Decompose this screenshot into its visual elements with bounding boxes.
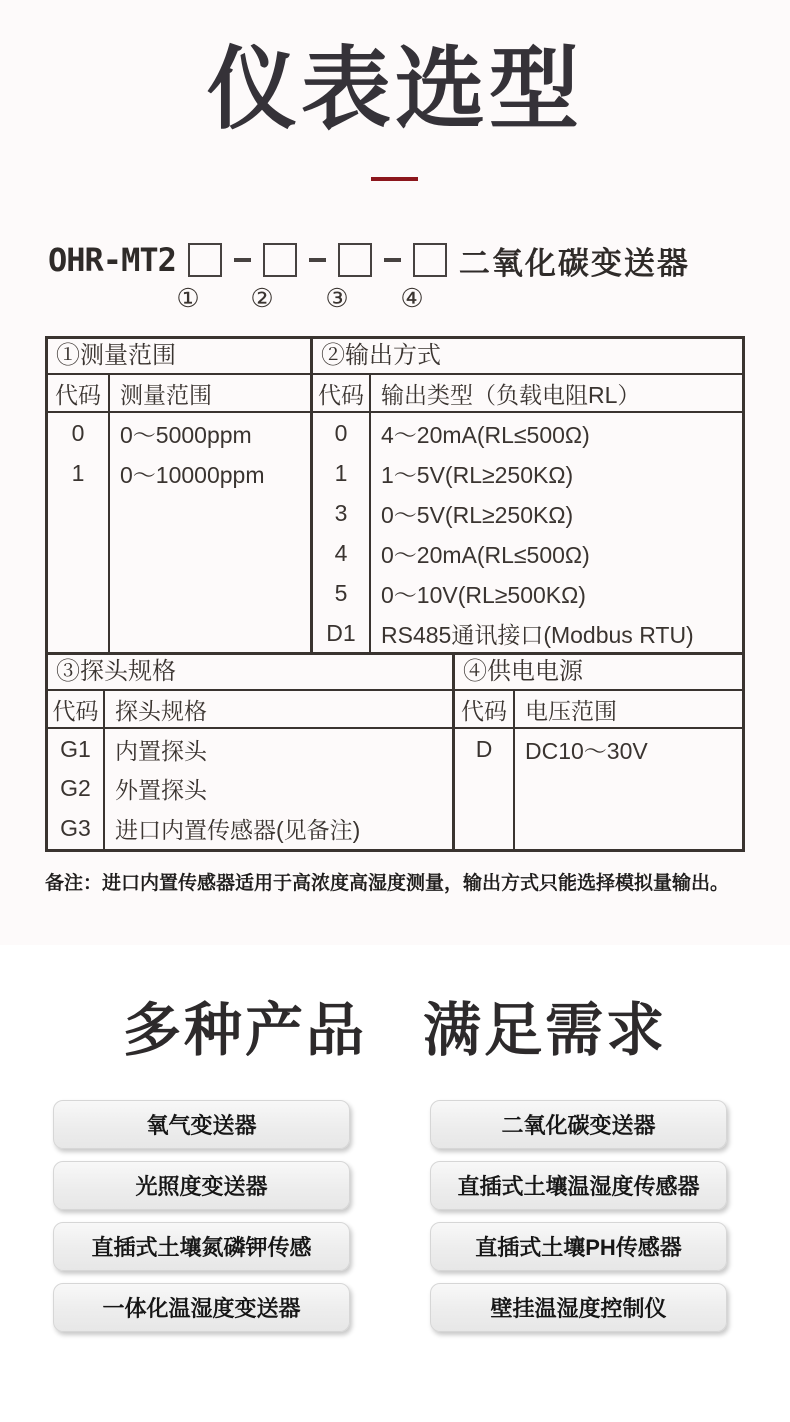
table-cell-value: DC10～30V: [525, 737, 648, 764]
table-band-bottom: [48, 655, 742, 849]
table-cell-code: 5: [313, 573, 371, 613]
table-cell-value: RS485通讯接口(Modbus RTU): [381, 621, 694, 648]
products-section: [0, 945, 790, 1422]
model-dash-separator: [309, 258, 326, 262]
section-probe-spec: [48, 655, 455, 849]
table-cell-filler: [48, 493, 110, 652]
column-header-probe: 探头规格: [105, 691, 452, 729]
product-button-wall-mounted-temp-humidity-controller[interactable]: 壁挂温湿度控制仪: [430, 1283, 727, 1332]
table-cell-value: 进口内置传感器(见备注): [115, 816, 361, 843]
column-header-code: 代码: [48, 691, 105, 729]
table-cell-value: 0～10V(RL≥500KΩ): [381, 581, 586, 608]
table-cell-code: 1: [313, 453, 371, 493]
model-slot-box-4: [413, 243, 447, 277]
selection-table: [45, 336, 745, 852]
table-cell-value: 1～5V(RL≥250KΩ): [381, 461, 574, 488]
position-marker-4: ④: [400, 283, 424, 313]
table-cell-code: G1: [48, 729, 105, 769]
position-marker-1: ①: [176, 283, 200, 313]
product-button-co2-transmitter[interactable]: 二氧化碳变送器: [430, 1100, 727, 1149]
section-output-mode: [313, 339, 742, 652]
product-button-illuminance-transmitter[interactable]: 光照度变送器: [53, 1161, 350, 1210]
section-title-power-supply: ④供电电源: [455, 655, 742, 691]
section-measure-range: [48, 339, 313, 652]
table-cell-value: 0～10000ppm: [120, 461, 265, 488]
table-cell-value: 0～20mA(RL≤500Ω): [381, 541, 590, 568]
column-header-code: 代码: [455, 691, 515, 729]
model-slot-box-1: [188, 243, 222, 277]
product-button-soil-ph-sensor[interactable]: 直插式土壤PH传感器: [430, 1222, 727, 1271]
section-title-probe-spec: ③探头规格: [48, 655, 452, 691]
model-code-prefix: OHR-MT2: [48, 241, 176, 279]
remark-note: 备注：进口内置传感器适用于高浓度高湿度测量，输出方式只能选择模拟量输出。: [45, 873, 730, 894]
table-cell-value: 内置探头: [115, 737, 207, 764]
table-cell-code: D: [455, 729, 515, 769]
product-button-soil-npk-sensor[interactable]: 直插式土壤氮磷钾传感: [53, 1222, 350, 1271]
section-title-output-mode: ②输出方式: [313, 339, 742, 375]
products-heading-left: 多种产品: [122, 998, 367, 1063]
product-button-oxygen-transmitter[interactable]: 氧气变送器: [53, 1100, 350, 1149]
model-code-row: [48, 241, 690, 279]
model-dash-separator: [234, 258, 251, 262]
product-button-grid: [53, 1100, 727, 1332]
table-cell-filler: [110, 493, 310, 652]
accent-divider: [371, 177, 418, 181]
table-cell-value: 0～5V(RL≥250KΩ): [381, 501, 574, 528]
table-cell-code: 3: [313, 493, 371, 533]
table-cell-filler: [455, 769, 515, 849]
table-cell-value: 0～5000ppm: [120, 421, 252, 448]
table-cell-code: 1: [48, 453, 110, 493]
table-cell-value: 外置探头: [115, 776, 207, 803]
table-cell-code: 0: [313, 413, 371, 453]
table-cell-filler: [515, 769, 742, 849]
product-button-soil-temp-humidity-sensor[interactable]: 直插式土壤温湿度传感器: [430, 1161, 727, 1210]
position-marker-3: ③: [325, 283, 349, 313]
table-cell-code: G3: [48, 807, 105, 849]
model-slot-box-2: [263, 243, 297, 277]
table-cell-code: D1: [313, 613, 371, 653]
column-header-voltage: 电压范围: [515, 691, 742, 729]
model-slot-box-3: [338, 243, 372, 277]
table-cell-code: G2: [48, 769, 105, 807]
column-header-output-type: 输出类型（负载电阻RL）: [371, 375, 742, 413]
model-product-name: 二氧化碳变送器: [458, 245, 690, 281]
column-header-range: 测量范围: [110, 375, 310, 413]
products-heading: [0, 983, 790, 1067]
table-cell-code: 0: [48, 413, 110, 453]
section-title-measure-range: ①测量范围: [48, 339, 310, 375]
table-cell-code: 4: [313, 533, 371, 573]
products-heading-right: 满足需求: [423, 998, 668, 1063]
column-header-code: 代码: [48, 375, 110, 413]
model-dash-separator: [384, 258, 401, 262]
table-band-top: [48, 339, 742, 655]
product-button-integrated-temp-humidity-transmitter[interactable]: 一体化温湿度变送器: [53, 1283, 350, 1332]
column-header-code: 代码: [313, 375, 371, 413]
section-power-supply: [455, 655, 742, 849]
position-marker-2: ②: [250, 283, 274, 313]
page-title: 仪表选型: [207, 40, 583, 140]
table-cell-value: 4～20mA(RL≤500Ω): [381, 421, 590, 448]
